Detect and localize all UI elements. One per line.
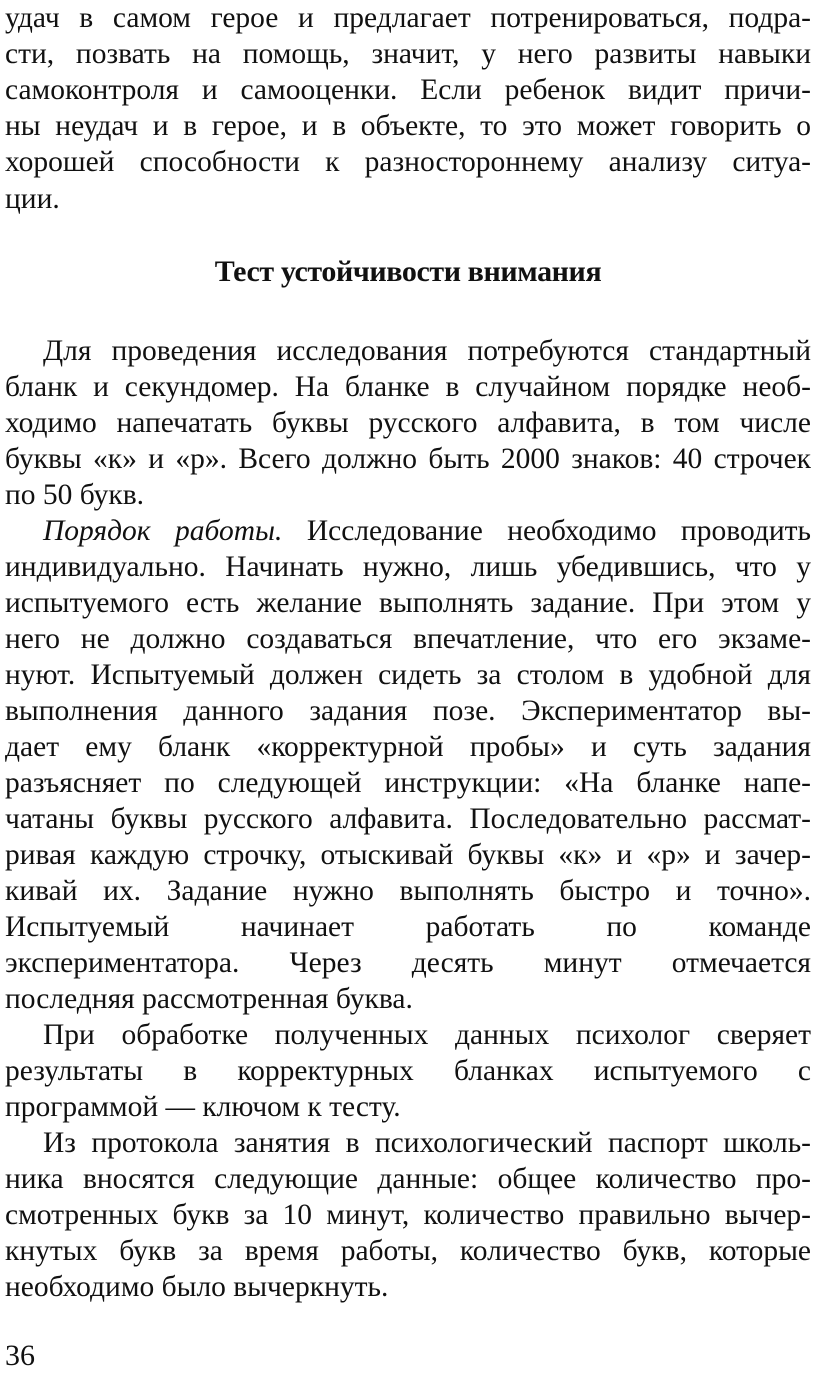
text-line: [5, 513, 811, 549]
text-line: выполнения данного задания позе. Экспериментатор вы-: [5, 695, 811, 727]
text-line: него не должно создаваться впечатление, что его экзаме-: [5, 623, 811, 655]
text-line: бланк и секундомер. На бланке в случайном порядке необ-: [5, 371, 811, 403]
text-line: нуют. Испытуемый должен сидеть за столом в удобной для: [5, 659, 811, 691]
text-line: программой — ключом к тесту.: [5, 1091, 401, 1123]
text-line: кнутых букв за время работы, количество букв, которые: [5, 1235, 811, 1267]
text-line: по 50 букв.: [5, 479, 145, 511]
text-line: ны неудач и в герое, и в объекте, то это может говорить о: [5, 110, 811, 142]
text-line: буквы «к» и «р». Всего должно быть 2000 знаков: 40 строчек: [5, 443, 811, 475]
text-line: последняя рассмотренная буква.: [5, 983, 413, 1015]
text-line: экспериментатора. Через десять минут отмечается: [5, 947, 811, 979]
text-line: удач в самом герое и предлагает потренироваться, подра-: [5, 2, 811, 34]
text-line: Для проведения исследования потребуются стандартный: [43, 335, 811, 367]
text-line: необходимо было вычеркнуть.: [5, 1271, 389, 1303]
text-line: смотренных букв за 10 минут, количество правильно вычер-: [5, 1199, 811, 1231]
text-line: испытуемого есть желание выполнять задание. При этом у: [5, 587, 811, 619]
text-line: результаты в корректурных бланках испытуемого с: [5, 1055, 811, 1087]
page-number: 36: [5, 1339, 35, 1372]
text-span: Исследование необходимо проводить: [282, 515, 811, 547]
text-line: самоконтроля и самооценки. Если ребенок видит причи-: [5, 74, 811, 106]
text-line: ции.: [5, 183, 60, 215]
text-line: дает ему бланк «корректурной пробы» и суть задания: [5, 731, 811, 763]
text-line: При обработке полученных данных психолог сверяет: [43, 1019, 811, 1051]
text-line: ривая каждую строчку, отыскивай буквы «к» и «р» и зачер-: [5, 839, 811, 871]
text-line: Из протокола занятия в психологический паспорт школь-: [43, 1127, 811, 1159]
text-line: кивай их. Задание нужно выполнять быстро и точно».: [5, 875, 811, 907]
text-line: разъясняет по следующей инструкции: «На бланке напе-: [5, 767, 811, 799]
section-heading: Тест устойчивости внимания: [214, 255, 602, 288]
italic-lead: Порядок работы.: [43, 515, 283, 547]
text-line: ходимо напечатать буквы русского алфавита, в том числе: [5, 407, 811, 439]
text-line: Испытуемый начинает работать по команде: [5, 911, 811, 943]
text-line: хорошей способности к разностороннему анализу ситуа-: [5, 146, 811, 178]
text-line: сти, позвать на помощь, значит, у него развиты навыки: [5, 38, 811, 70]
text-line: ника вносятся следующие данные: общее количество про-: [5, 1163, 811, 1195]
text-line: индивидуально. Начинать нужно, лишь убедившись, что у: [5, 551, 811, 583]
text-line: чатаны буквы русского алфавита. Последовательно рассмат-: [5, 803, 811, 835]
